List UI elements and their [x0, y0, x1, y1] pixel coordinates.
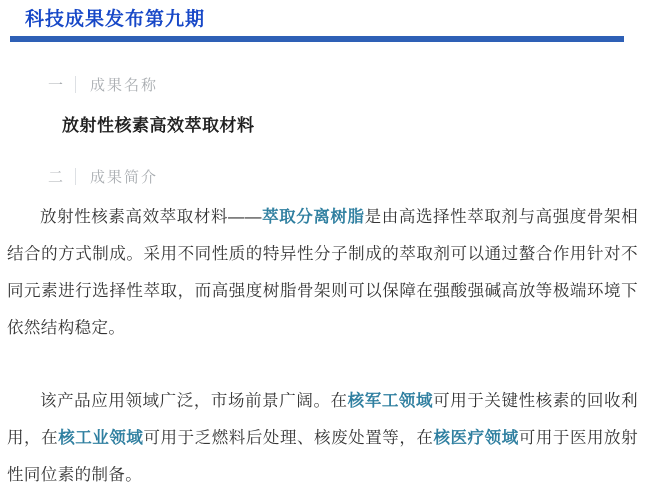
highlight-keyword-resin: 萃取分离树脂 — [261, 208, 365, 226]
section-number: 一 — [48, 77, 66, 94]
paragraph-text: 放射性核素高效萃取材料—— — [40, 208, 262, 226]
paragraph-text: 可用于关键性核素的回收利用，在 — [7, 392, 639, 447]
paragraph-text: 是由高选择性萃取剂与高强度骨架相结合的方式制成。采用不同性质的特异性分子制成的萃取剂可以通过螯合作用针对不同元素进行选择性萃取，而高强度树脂骨架则可以保障在强酸强碱高放等极端环境下依然结构稳定。 — [7, 208, 639, 337]
section-label-name — [48, 74, 645, 95]
label-divider — [75, 76, 76, 93]
section-label-text: 成果简介 — [90, 169, 159, 186]
intro-paragraph-2 — [7, 383, 638, 494]
section-label-intro — [48, 166, 645, 187]
achievement-name: 放射性核素高效萃取材料 — [62, 116, 255, 135]
paragraph-text: 可用于医用放射性同位素的制备。 — [7, 429, 639, 484]
header-rule — [10, 36, 624, 42]
section-achievement-intro — [0, 166, 645, 494]
section-achievement-name — [0, 74, 645, 136]
paragraph-text: 该产品应用领域广泛，市场前景广阔。在 — [40, 392, 348, 410]
highlight-keyword-nuclear-military: 核军工领域 — [347, 392, 434, 410]
section-label-text: 成果名称 — [90, 77, 159, 94]
paragraph-text: 可用于乏燃料后处理、核废处置等，在 — [143, 429, 434, 447]
intro-body — [7, 199, 638, 494]
page-title: 科技成果发布第九期 — [25, 9, 206, 30]
page-header — [0, 0, 645, 42]
section-number: 二 — [48, 169, 66, 186]
highlight-keyword-nuclear-medicine: 核医疗领域 — [433, 429, 519, 447]
label-divider — [75, 168, 76, 185]
highlight-keyword-nuclear-industry: 核工业领域 — [58, 429, 144, 447]
intro-paragraph-1 — [7, 199, 638, 347]
